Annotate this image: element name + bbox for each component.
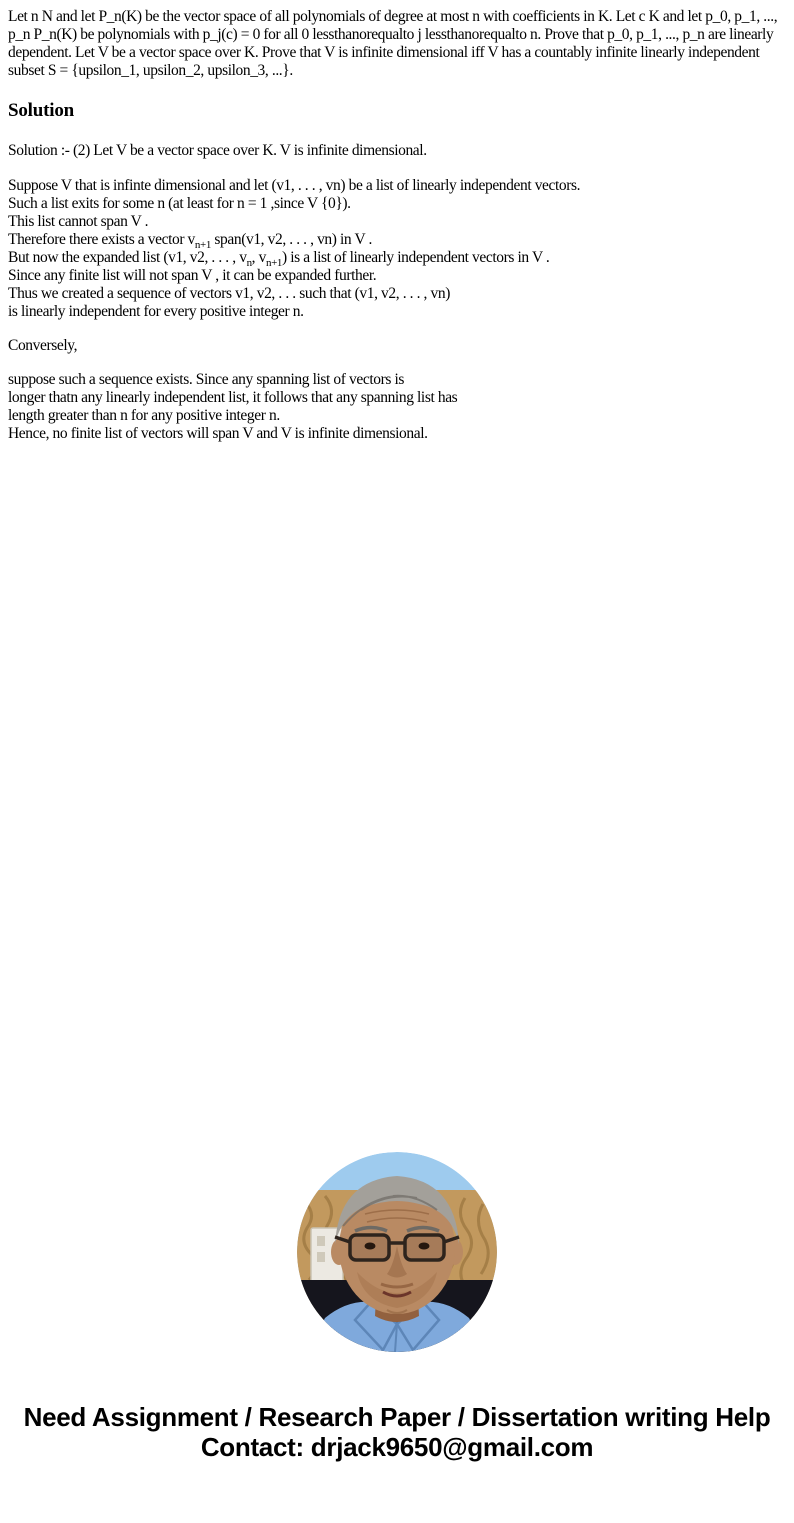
footer-contact-line bbox=[22, 1432, 772, 1462]
solution-forward-paragraph: Suppose V that is infinte dimensional and let (v1, . . . , vn) be a list of linearly independent vectors. Such a list exits for some n (at least for n = 1 ,since V {0}). This list cannot span V . Therefore there exists a vector $v_{n+1}$ span(v1, v2, . . . , vn) in V . But now the expanded list (v1, v2, . . . , $v_n$, $v_{n+1}$) is a list of linearly independent vectors in V . Since any finite list will not span V , it can be expanded further. Thus we created a sequence of vectors v1, v2, . . . such that (v1, v2, . . . , vn) is linearly independent for every positive integer n. bbox=[8, 177, 581, 320]
solution-converse-paragraph: suppose such a sequence exists. Since any spanning list of vectors is longer thatn any linearly independent list, it follows that any spanning list has length greater than n for any positive integer n. Hence, no finite list of vectors will span V and V is infinite dimensional. bbox=[8, 371, 458, 442]
solution-heading: Solution bbox=[8, 100, 74, 121]
footer-help-text: Need Assignment / Research Paper / Dissertation writing Help bbox=[23, 1402, 771, 1432]
contact-label: Contact: bbox=[200, 1432, 304, 1462]
tutor-photo-illustration bbox=[297, 1152, 497, 1352]
contact-email: drjack9650@gmail.com bbox=[310, 1432, 594, 1462]
footer-ad bbox=[22, 1402, 772, 1462]
problem-statement: Let n N and let P_n(K) be the vector space of all polynomials of degree at most n with coefficients in K. Let c K and let p_0, p_1, ..., p_n P_n(K) be polynomials with p_j(c) = 0 for all 0 lessthanorequalto j lessthanorequalto n. Prove that p_0, p_1, ..., p_n are linearly dependent. Let V be a vector space over K. Prove that V is infinite dimensional iff V has a countably infinite linearly independent subset S = {upsilon_1, upsilon_2, upsilon_3, ...}. bbox=[8, 8, 778, 79]
solution-intro: Solution :- (2) Let V be a vector space over K. V is infinite dimensional. bbox=[8, 142, 427, 159]
solution-conversely: Conversely, bbox=[8, 337, 78, 354]
solution-document bbox=[8, 8, 787, 459]
tutor-avatar bbox=[297, 1152, 497, 1352]
